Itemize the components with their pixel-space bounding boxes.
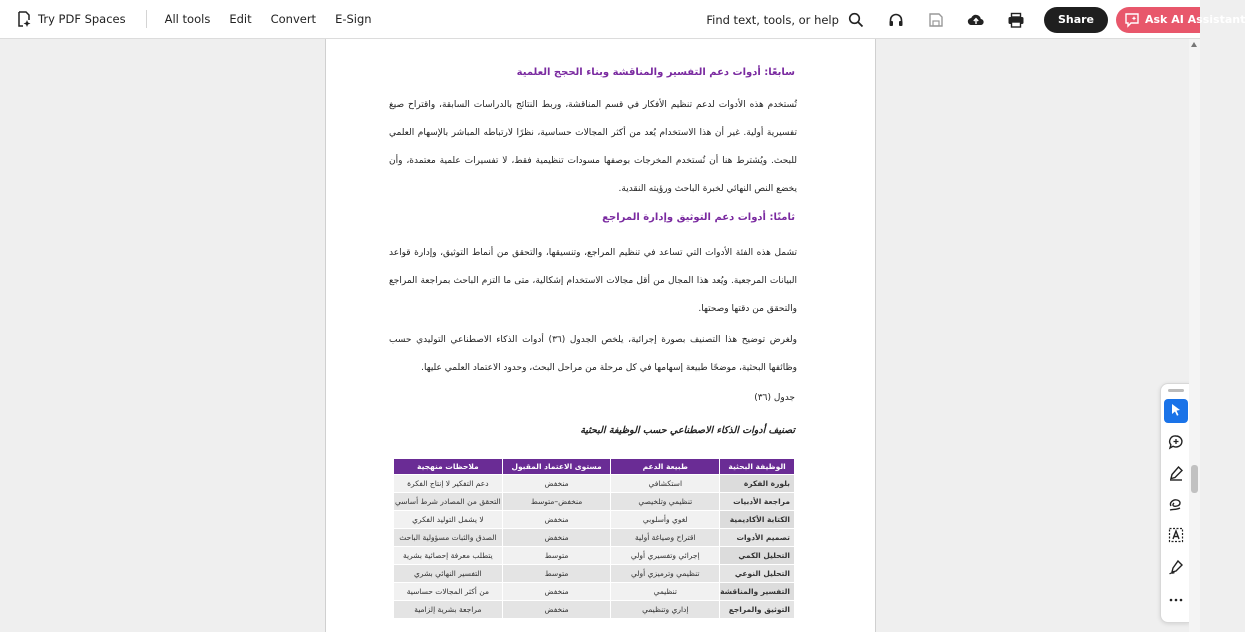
table-cell: مراجعة بشرية إلزامية (394, 601, 503, 619)
table-cell: تنظيمي وتلخيصي (611, 493, 720, 511)
table-cell: استكشافي (611, 475, 720, 493)
more-tools-button[interactable] (1164, 590, 1188, 614)
table-cell: التحليل الكمي (720, 547, 795, 565)
find-text-label[interactable]: Find text, tools, or help (706, 12, 839, 27)
ask-ai-assistant-button[interactable] (1116, 7, 1245, 33)
table-row (394, 565, 795, 583)
section-heading-8: ثامنًا: أدوات دعم التوثيق وإدارة المراجع (602, 212, 795, 223)
scroll-up-arrow-icon[interactable] (1191, 42, 1197, 47)
table-cell: منخفض–متوسط (502, 493, 611, 511)
table-cell: من أكثر المجالات حساسية (394, 583, 503, 601)
table-cell: متوسط (502, 565, 611, 583)
paragraph-8: تشمل هذه الفئة الأدوات التي تساعد في تنظيم المراجع، وتنسيقها، والتحقق من أنماط التوثيق، وإدارة قواعد البيانات المرجعية. ويُعد هذا المجال من أقل مجالات الاستخدام إشكالية، متى ما التزم الباحث بمراجعة المراجع والتحقق من دقتها وصحتها. (389, 248, 797, 314)
pen-sign-icon (1168, 559, 1184, 579)
ai-assistant-icon (1124, 12, 1140, 28)
freehand-draw-icon (1168, 496, 1184, 516)
cloud-upload-icon[interactable] (967, 11, 985, 29)
table-cell: التحليل النوعي (720, 565, 795, 583)
toolbar-divider (146, 10, 147, 28)
headphones-icon[interactable] (887, 11, 905, 29)
paragraph-7: تُستخدم هذه الأدوات لدعم تنظيم الأفكار في قسم المناقشة، وربط النتائج بالدراسات السابقة، واقتراح صيغ تفسيرية أولية. غير أن هذا الاستخدام يُعد من أكثر المجالات حساسية، نظرًا لارتباطه المباشر بالإسهام العلمي للبحث. ويُشترط هنا أن تُستخدم المخرجات بوصفها مسودات تنظيمية فقط، لا تفسيرات علمية معتمدة، وأن يخضع النص النهائي لخبرة الباحث ورؤيته النقدية. (389, 100, 797, 194)
section-heading-7: سابعًا: أدوات دعم التفسير والمناقشة وبناء الحجج العلمية (516, 67, 795, 78)
table-cell: إداري وتنظيمي (611, 601, 720, 619)
table-header: الوظيفة البحثية (720, 459, 795, 475)
table-caption: جدول (٣٦) (754, 393, 795, 403)
table-header: مستوى الاعتماد المقبول (502, 459, 611, 475)
menu-all-tools[interactable]: All tools (164, 12, 211, 26)
table-cell: منخفض (502, 475, 611, 493)
table-cell: مراجعة الأدبيات (720, 493, 795, 511)
table-cell: الصدق والثبات مسؤولية الباحث (394, 529, 503, 547)
table-title: تصنيف أدوات الذكاء الاصطناعي حسب الوظيفة البحثية (580, 425, 795, 436)
table-cell: إجرائي وتفسيري أولي (611, 547, 720, 565)
share-button[interactable]: Share (1044, 7, 1108, 33)
table-cell: لغوي وأسلوبي (611, 511, 720, 529)
save-icon[interactable] (927, 11, 945, 29)
select-tool-button[interactable] (1164, 399, 1188, 423)
classification-table (393, 458, 795, 619)
table-cell: التفسير والمناقشة (720, 583, 795, 601)
table-cell: منخفض (502, 601, 611, 619)
table-row (394, 601, 795, 619)
text-recognition-button[interactable] (1164, 525, 1188, 549)
table-row (394, 493, 795, 511)
cursor-arrow-icon (1169, 402, 1183, 421)
table-header-row (394, 459, 795, 475)
pen-icon (1168, 465, 1184, 485)
quick-tools-panel (1160, 383, 1190, 623)
highlight-tool-button[interactable] (1164, 463, 1188, 487)
ask-ai-label: Ask AI Assistant (1145, 13, 1245, 26)
table-header: طبيعة الدعم (611, 459, 720, 475)
menu-edit[interactable]: Edit (229, 12, 252, 26)
table-header: ملاحظات منهجية (394, 459, 503, 475)
text-select-icon (1168, 527, 1184, 547)
table-row (394, 547, 795, 565)
table-cell: لا يشمل التوليد الفكري (394, 511, 503, 529)
table-cell: تصميم الأدوات (720, 529, 795, 547)
scroll-thumb[interactable] (1191, 465, 1198, 493)
right-tools (706, 0, 1245, 39)
search-icon[interactable] (847, 11, 865, 29)
table-row (394, 529, 795, 547)
paragraph-9: ولغرض توضيح هذا التصنيف بصورة إجرائية، يلخص الجدول (٣٦) أدوات الذكاء الاصطناعي التوليدي حسب وظائفها البحثية، موضحًا طبيعة إسهامها في كل مرحلة من مراحل البحث، وحدود الاعتماد العلمي عليها. (389, 335, 797, 373)
table-cell: يتطلب معرفة إحصائية بشرية (394, 547, 503, 565)
table-cell: التوثيق والمراجع (720, 601, 795, 619)
table-cell: بلورة الفكرة (720, 475, 795, 493)
more-horizontal-icon (1168, 592, 1184, 612)
table-row (394, 511, 795, 529)
print-icon[interactable] (1007, 11, 1025, 29)
panel-drag-handle[interactable] (1168, 389, 1184, 392)
brand-label: Try PDF Spaces (38, 12, 126, 26)
pdf-spaces-icon (16, 11, 32, 27)
table-cell: منخفض (502, 529, 611, 547)
vertical-scrollbar[interactable] (1189, 39, 1200, 632)
sign-tool-button[interactable] (1164, 557, 1188, 581)
table-cell: منخفض (502, 511, 611, 529)
table-cell: التحقق من المصادر شرط أساسي (394, 493, 503, 511)
table-row (394, 475, 795, 493)
top-toolbar (0, 0, 1245, 39)
table-cell: اقتراح وصياغة أولية (611, 529, 720, 547)
draw-tool-button[interactable] (1164, 494, 1188, 518)
comment-tool-button[interactable] (1164, 432, 1188, 456)
table-cell: دعم التفكير لا إنتاج الفكرة (394, 475, 503, 493)
brand[interactable] (16, 11, 126, 27)
menu-convert[interactable]: Convert (270, 12, 317, 26)
pdf-page (325, 39, 876, 632)
table-cell: تنظيمي وترميزي أولي (611, 565, 720, 583)
table-cell: الكتابة الأكاديمية (720, 511, 795, 529)
table-cell: تنظيمي (611, 583, 720, 601)
menu-e-sign[interactable]: E-Sign (335, 12, 372, 26)
table-cell: التفسير النهائي بشري (394, 565, 503, 583)
table-cell: متوسط (502, 547, 611, 565)
table-cell: منخفض (502, 583, 611, 601)
comment-add-icon (1168, 434, 1184, 454)
main-menu (165, 12, 391, 26)
table-row (394, 583, 795, 601)
